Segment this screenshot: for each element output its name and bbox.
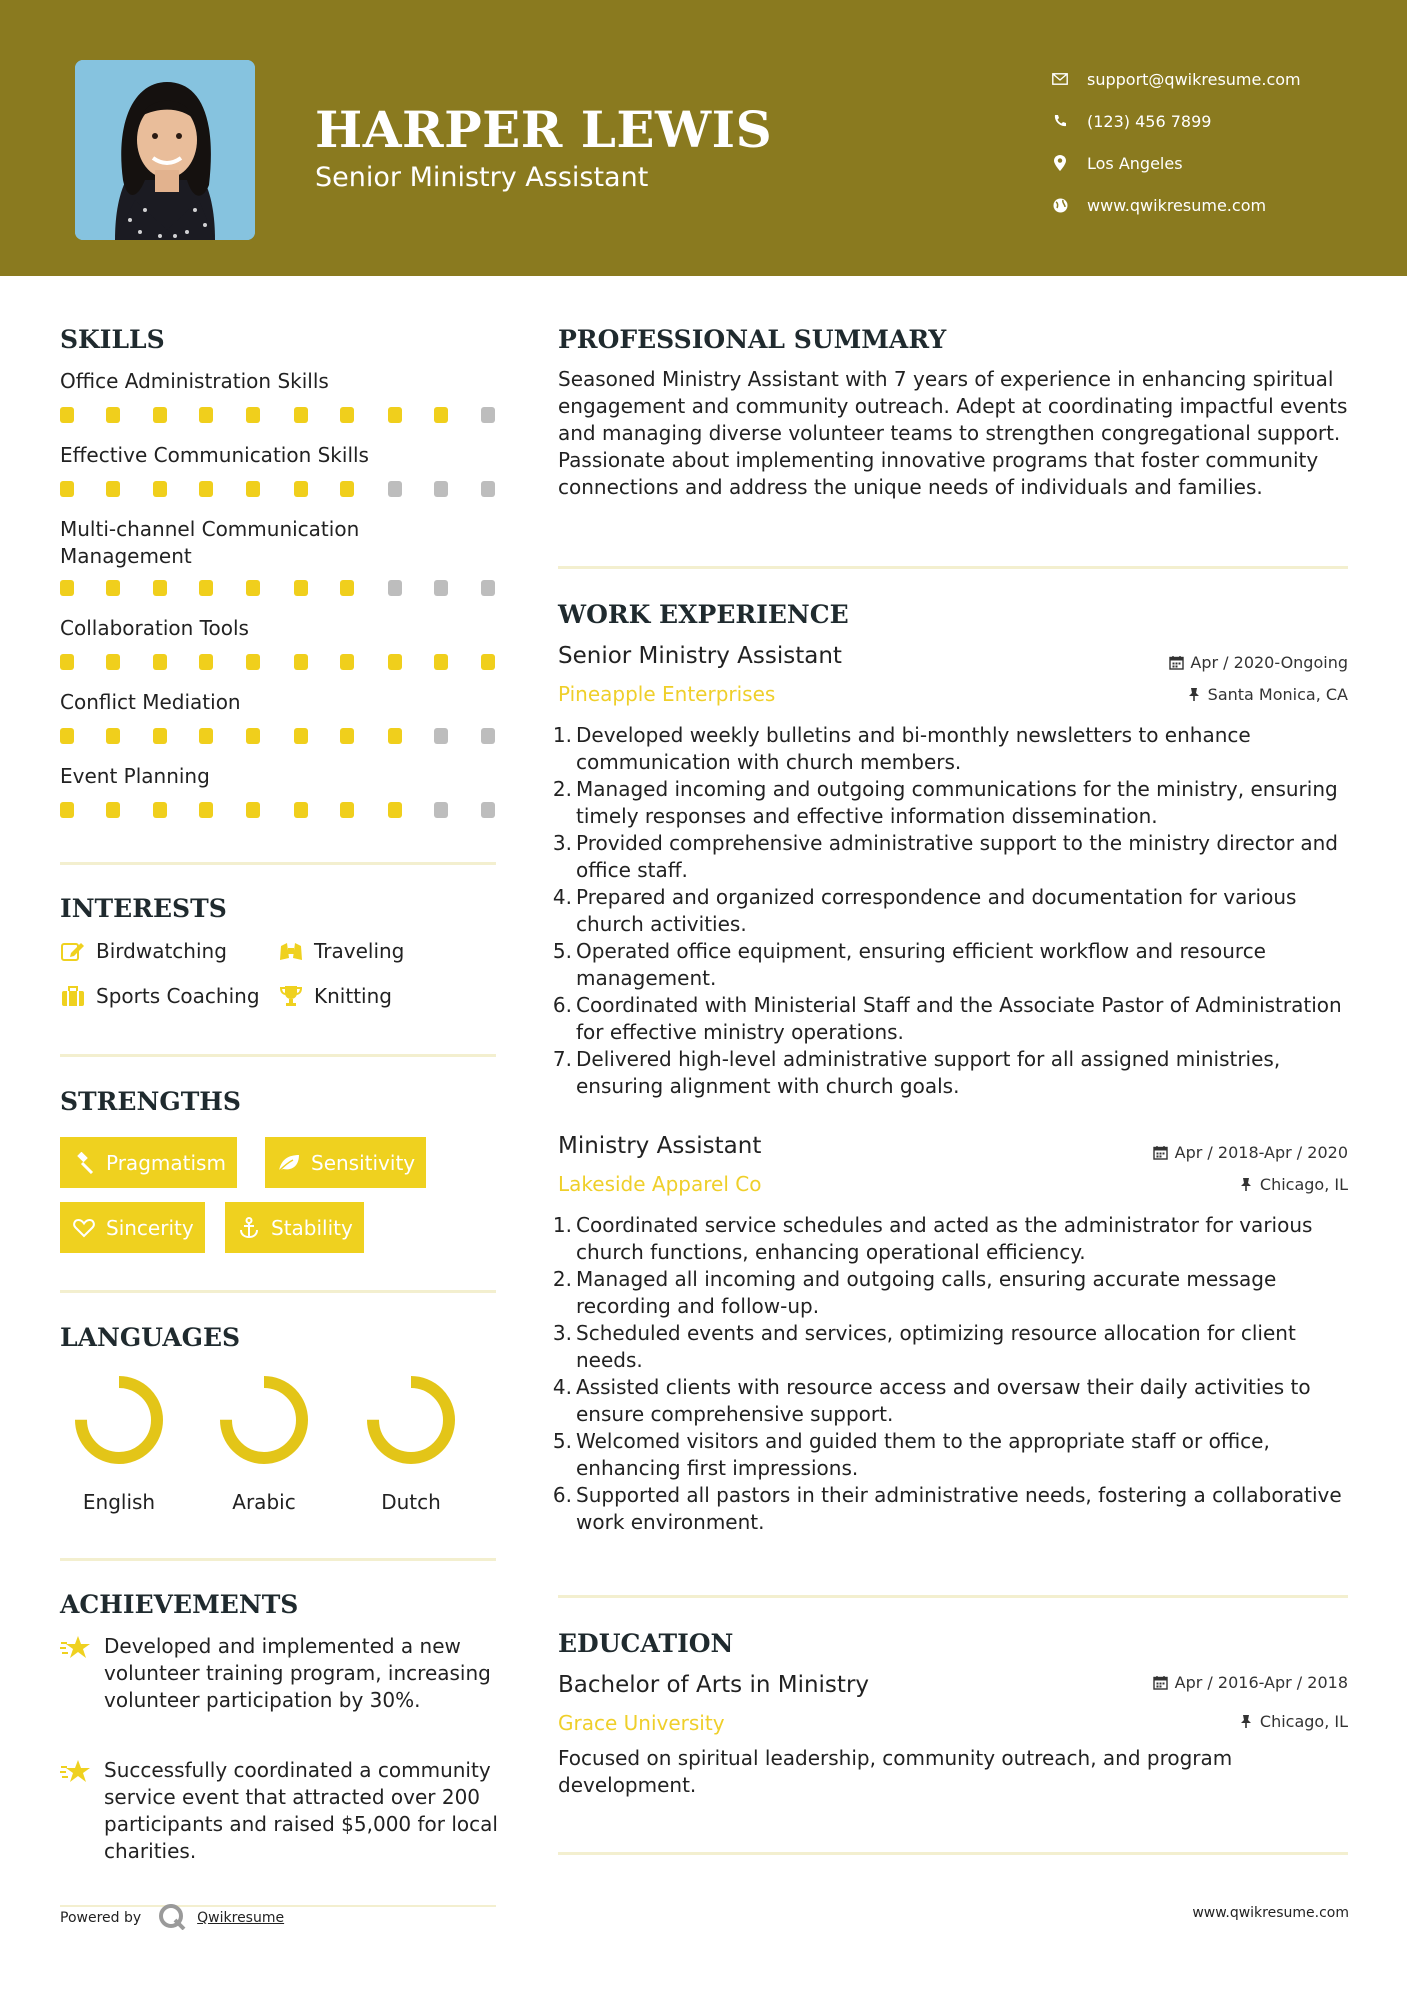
education-dates: Apr / 2016-Apr / 2018 (1153, 1673, 1348, 1692)
skill-rating-dot (60, 580, 74, 596)
skill-rating-dot (106, 802, 120, 818)
language-label: Arabic (232, 1490, 296, 1514)
list-item: 4. Prepared and organized correspondence and documentation for various church activities. (552, 885, 1297, 936)
skill-rating-dot (106, 481, 120, 497)
calendar-icon (1153, 1145, 1169, 1161)
strength-badge: Stability (225, 1202, 364, 1253)
language-item (214, 1370, 314, 1514)
mail-icon (1050, 69, 1070, 89)
skill-rating-dot (246, 481, 260, 497)
contact-location: Los Angeles (1050, 142, 1301, 184)
skill-rating-dot (294, 580, 308, 596)
job-duties (552, 722, 1350, 1100)
school-name: Grace University (558, 1711, 725, 1735)
footer-website[interactable]: www.qwikresume.com (1192, 1905, 1349, 1921)
gavel-icon (72, 1151, 96, 1175)
skill-rating-dot (294, 802, 308, 818)
language-label: Dutch (381, 1490, 441, 1514)
degree-title: Bachelor of Arts in Ministry (558, 1672, 870, 1698)
skill-rating-dot (388, 481, 402, 497)
strength-badge: Pragmatism (60, 1137, 237, 1188)
skill-rating-dot (153, 481, 167, 497)
list-item: 3. Scheduled events and services, optimizing resource allocation for client needs. (552, 1321, 1296, 1372)
skill-rating-dot (106, 580, 120, 596)
briefcase-icon (60, 984, 86, 1008)
summary-heading: PROFESSIONAL SUMMARY (558, 325, 947, 354)
list-item: 4. Assisted clients with resource access and oversaw their daily activities to ensure comprehensive support. (552, 1375, 1311, 1426)
pin-icon (1238, 1177, 1254, 1193)
list-item: 5. Operated office equipment, ensuring efficient workflow and resource management. (552, 939, 1266, 990)
skill-name: Event Planning (60, 764, 210, 788)
skill-name: Office Administration Skills (60, 369, 329, 393)
calendar-icon (1153, 1675, 1169, 1691)
qwikresume-link[interactable]: Qwikresume (197, 1910, 285, 1926)
section-divider (60, 1558, 496, 1561)
achievement-item: Successfully coordinated a community service event that attracted over 200 participants and raised $5,000 for local charities. (60, 1757, 500, 1865)
job-dates: Apr / 2020-Ongoing (1168, 653, 1348, 672)
header-banner (0, 0, 1407, 276)
globe-icon (1050, 195, 1070, 215)
candidate-title: Senior Ministry Assistant (315, 162, 649, 193)
list-item: 6. Supported all pastors in their administrative needs, fostering a collaborative work environment. (552, 1483, 1342, 1534)
education-location: Chicago, IL (1238, 1712, 1348, 1731)
skill-rating-dot (434, 802, 448, 818)
company-name: Pineapple Enterprises (558, 682, 776, 706)
section-divider (558, 1852, 1348, 1855)
skill-rating-dot (106, 654, 120, 670)
skill-rating-dot (481, 802, 495, 818)
skill-rating-dot (340, 654, 354, 670)
skill-rating-dot (199, 654, 213, 670)
skill-rating-dot (153, 802, 167, 818)
job-duties (552, 1212, 1350, 1536)
skill-rating-dot (60, 728, 74, 744)
language-ring (214, 1370, 314, 1470)
job-location: Santa Monica, CA (1186, 685, 1348, 704)
footer-powered-by: Powered by Qwikresume (60, 1902, 284, 1934)
skill-rating-dot (434, 481, 448, 497)
list-item: 2. Managed all incoming and outgoing calls, ensuring accurate message recording and follow-up. (552, 1267, 1277, 1318)
contact-phone[interactable]: (123) 456 7899 (1050, 100, 1301, 142)
skill-rating-dot (481, 654, 495, 670)
skill-name: Multi-channel Communication Management (60, 517, 360, 568)
trophy-icon (278, 984, 304, 1008)
skill-rating-dot (294, 728, 308, 744)
skill-name: Collaboration Tools (60, 616, 249, 640)
list-item: 1. Developed weekly bulletins and bi-monthly newsletters to enhance communication with church members. (552, 723, 1251, 774)
pin-icon (1186, 687, 1202, 703)
contact-website[interactable]: www.qwikresume.com (1050, 184, 1301, 226)
skill-rating-dot (388, 728, 402, 744)
interest-item: Traveling (278, 939, 404, 963)
skill-rating-dot (294, 654, 308, 670)
pencil-icon (60, 939, 86, 963)
calendar-icon (1168, 655, 1184, 671)
skill-rating-dot (60, 654, 74, 670)
achievement-item: Developed and implemented a new volunteer training program, increasing volunteer participation by 30%. (60, 1633, 500, 1714)
contact-email[interactable]: support@qwikresume.com (1050, 58, 1301, 100)
skills-heading: SKILLS (60, 325, 165, 354)
interest-item: Birdwatching (60, 939, 227, 963)
skill-rating-dot (434, 728, 448, 744)
skill-rating-dot (388, 654, 402, 670)
skill-rating-dot (153, 728, 167, 744)
skill-rating-dot (340, 802, 354, 818)
skill-rating-dot (106, 407, 120, 423)
company-name: Lakeside Apparel Co (558, 1172, 762, 1196)
list-item: 7. Delivered high-level administrative support for all assigned ministries, ensuring alignment with church goals. (552, 1047, 1281, 1098)
skill-rating-dot (481, 728, 495, 744)
leaf-icon (277, 1151, 301, 1175)
skill-rating-dot (340, 407, 354, 423)
skill-rating-dot (340, 481, 354, 497)
skill-rating-dot (199, 580, 213, 596)
skill-rating-dot (340, 728, 354, 744)
education-heading: EDUCATION (558, 1629, 734, 1658)
section-divider (60, 1054, 496, 1057)
list-item: 5. Welcomed visitors and guided them to the appropriate staff or office, enhancing first impressions. (552, 1429, 1270, 1480)
skill-rating-dot (199, 407, 213, 423)
profile-photo (75, 60, 255, 240)
strengths-heading: STRENGTHS (60, 1087, 241, 1116)
language-label: English (82, 1490, 156, 1514)
skill-rating-dot (246, 407, 260, 423)
education-description: Focused on spiritual leadership, community outreach, and program development. (558, 1746, 1233, 1797)
location-pin-icon (1050, 153, 1070, 173)
job-dates: Apr / 2018-Apr / 2020 (1153, 1143, 1348, 1162)
strength-badge: Sincerity (60, 1202, 205, 1253)
language-item (69, 1370, 169, 1514)
job-title: Senior Ministry Assistant (558, 643, 842, 669)
candidate-name: HARPER LEWIS (315, 100, 773, 159)
skill-rating-dot (434, 654, 448, 670)
phone-icon (1050, 111, 1070, 131)
skill-name: Effective Communication Skills (60, 443, 369, 467)
language-ring (361, 1370, 461, 1470)
star-icon (60, 1757, 94, 1865)
skill-rating-dot (388, 580, 402, 596)
interests-heading: INTERESTS (60, 894, 227, 923)
anchor-icon (237, 1216, 261, 1240)
skill-rating-dot (199, 802, 213, 818)
skill-rating-dot (294, 481, 308, 497)
job-location: Chicago, IL (1238, 1175, 1348, 1194)
skill-rating-dot (481, 481, 495, 497)
skill-rating-dot (481, 407, 495, 423)
skill-rating-dot (153, 654, 167, 670)
skill-rating-dot (60, 802, 74, 818)
skill-rating-dot (434, 407, 448, 423)
language-item (361, 1370, 461, 1514)
contact-list (1050, 58, 1301, 226)
languages-heading: LANGUAGES (60, 1323, 241, 1352)
skill-rating-dot (60, 407, 74, 423)
skill-name: Conflict Mediation (60, 690, 241, 714)
list-item: 1. Coordinated service schedules and acted as the administrator for various church functions, enhancing operational efficiency. (552, 1213, 1313, 1264)
skill-rating-dot (294, 407, 308, 423)
list-item: 2. Managed incoming and outgoing communications for the ministry, ensuring timely responses and effective information dissemination. (552, 777, 1338, 828)
skill-rating-dot (153, 580, 167, 596)
skill-rating-dot (153, 407, 167, 423)
binoculars-icon (278, 939, 304, 963)
interest-item: Sports Coaching (60, 984, 260, 1008)
skill-rating-dot (199, 481, 213, 497)
achievements-heading: ACHIEVEMENTS (60, 1590, 299, 1619)
skill-rating-dot (481, 580, 495, 596)
interest-item: Knitting (278, 984, 392, 1008)
skill-rating-dot (434, 580, 448, 596)
qwikresume-logo-icon (157, 1902, 187, 1934)
star-icon (60, 1633, 94, 1714)
pin-icon (1238, 1714, 1254, 1730)
skill-rating-dot (246, 580, 260, 596)
skill-rating-dot (246, 654, 260, 670)
strength-badge: Sensitivity (265, 1137, 426, 1188)
job-title: Ministry Assistant (558, 1133, 762, 1159)
skill-rating-dot (246, 728, 260, 744)
section-divider (558, 1595, 1348, 1598)
skill-rating-dot (246, 802, 260, 818)
skill-rating-dot (388, 802, 402, 818)
skill-rating-dot (60, 481, 74, 497)
experience-heading: WORK EXPERIENCE (558, 600, 849, 629)
skill-rating-dot (388, 407, 402, 423)
list-item: 3. Provided comprehensive administrative support to the ministry director and office staff. (552, 831, 1338, 882)
skill-rating-dot (340, 580, 354, 596)
section-divider (60, 862, 496, 865)
skill-rating-dot (199, 728, 213, 744)
list-item: 6. Coordinated with Ministerial Staff and the Associate Pastor of Administration for effective ministry operations. (552, 993, 1342, 1044)
summary-text: Seasoned Ministry Assistant with 7 years of experience in enhancing spiritual engagement and community outreach. Adept at coordinating impactful events and managing diverse volunteer teams to strengthen congregational support. Passionate about implementing innovative programs that foster community connections and address the unique needs of individuals and families. (558, 367, 1348, 499)
heart-icon (72, 1216, 96, 1240)
section-divider (558, 566, 1348, 569)
language-ring (69, 1370, 169, 1470)
section-divider (60, 1290, 496, 1293)
skill-rating-dot (106, 728, 120, 744)
